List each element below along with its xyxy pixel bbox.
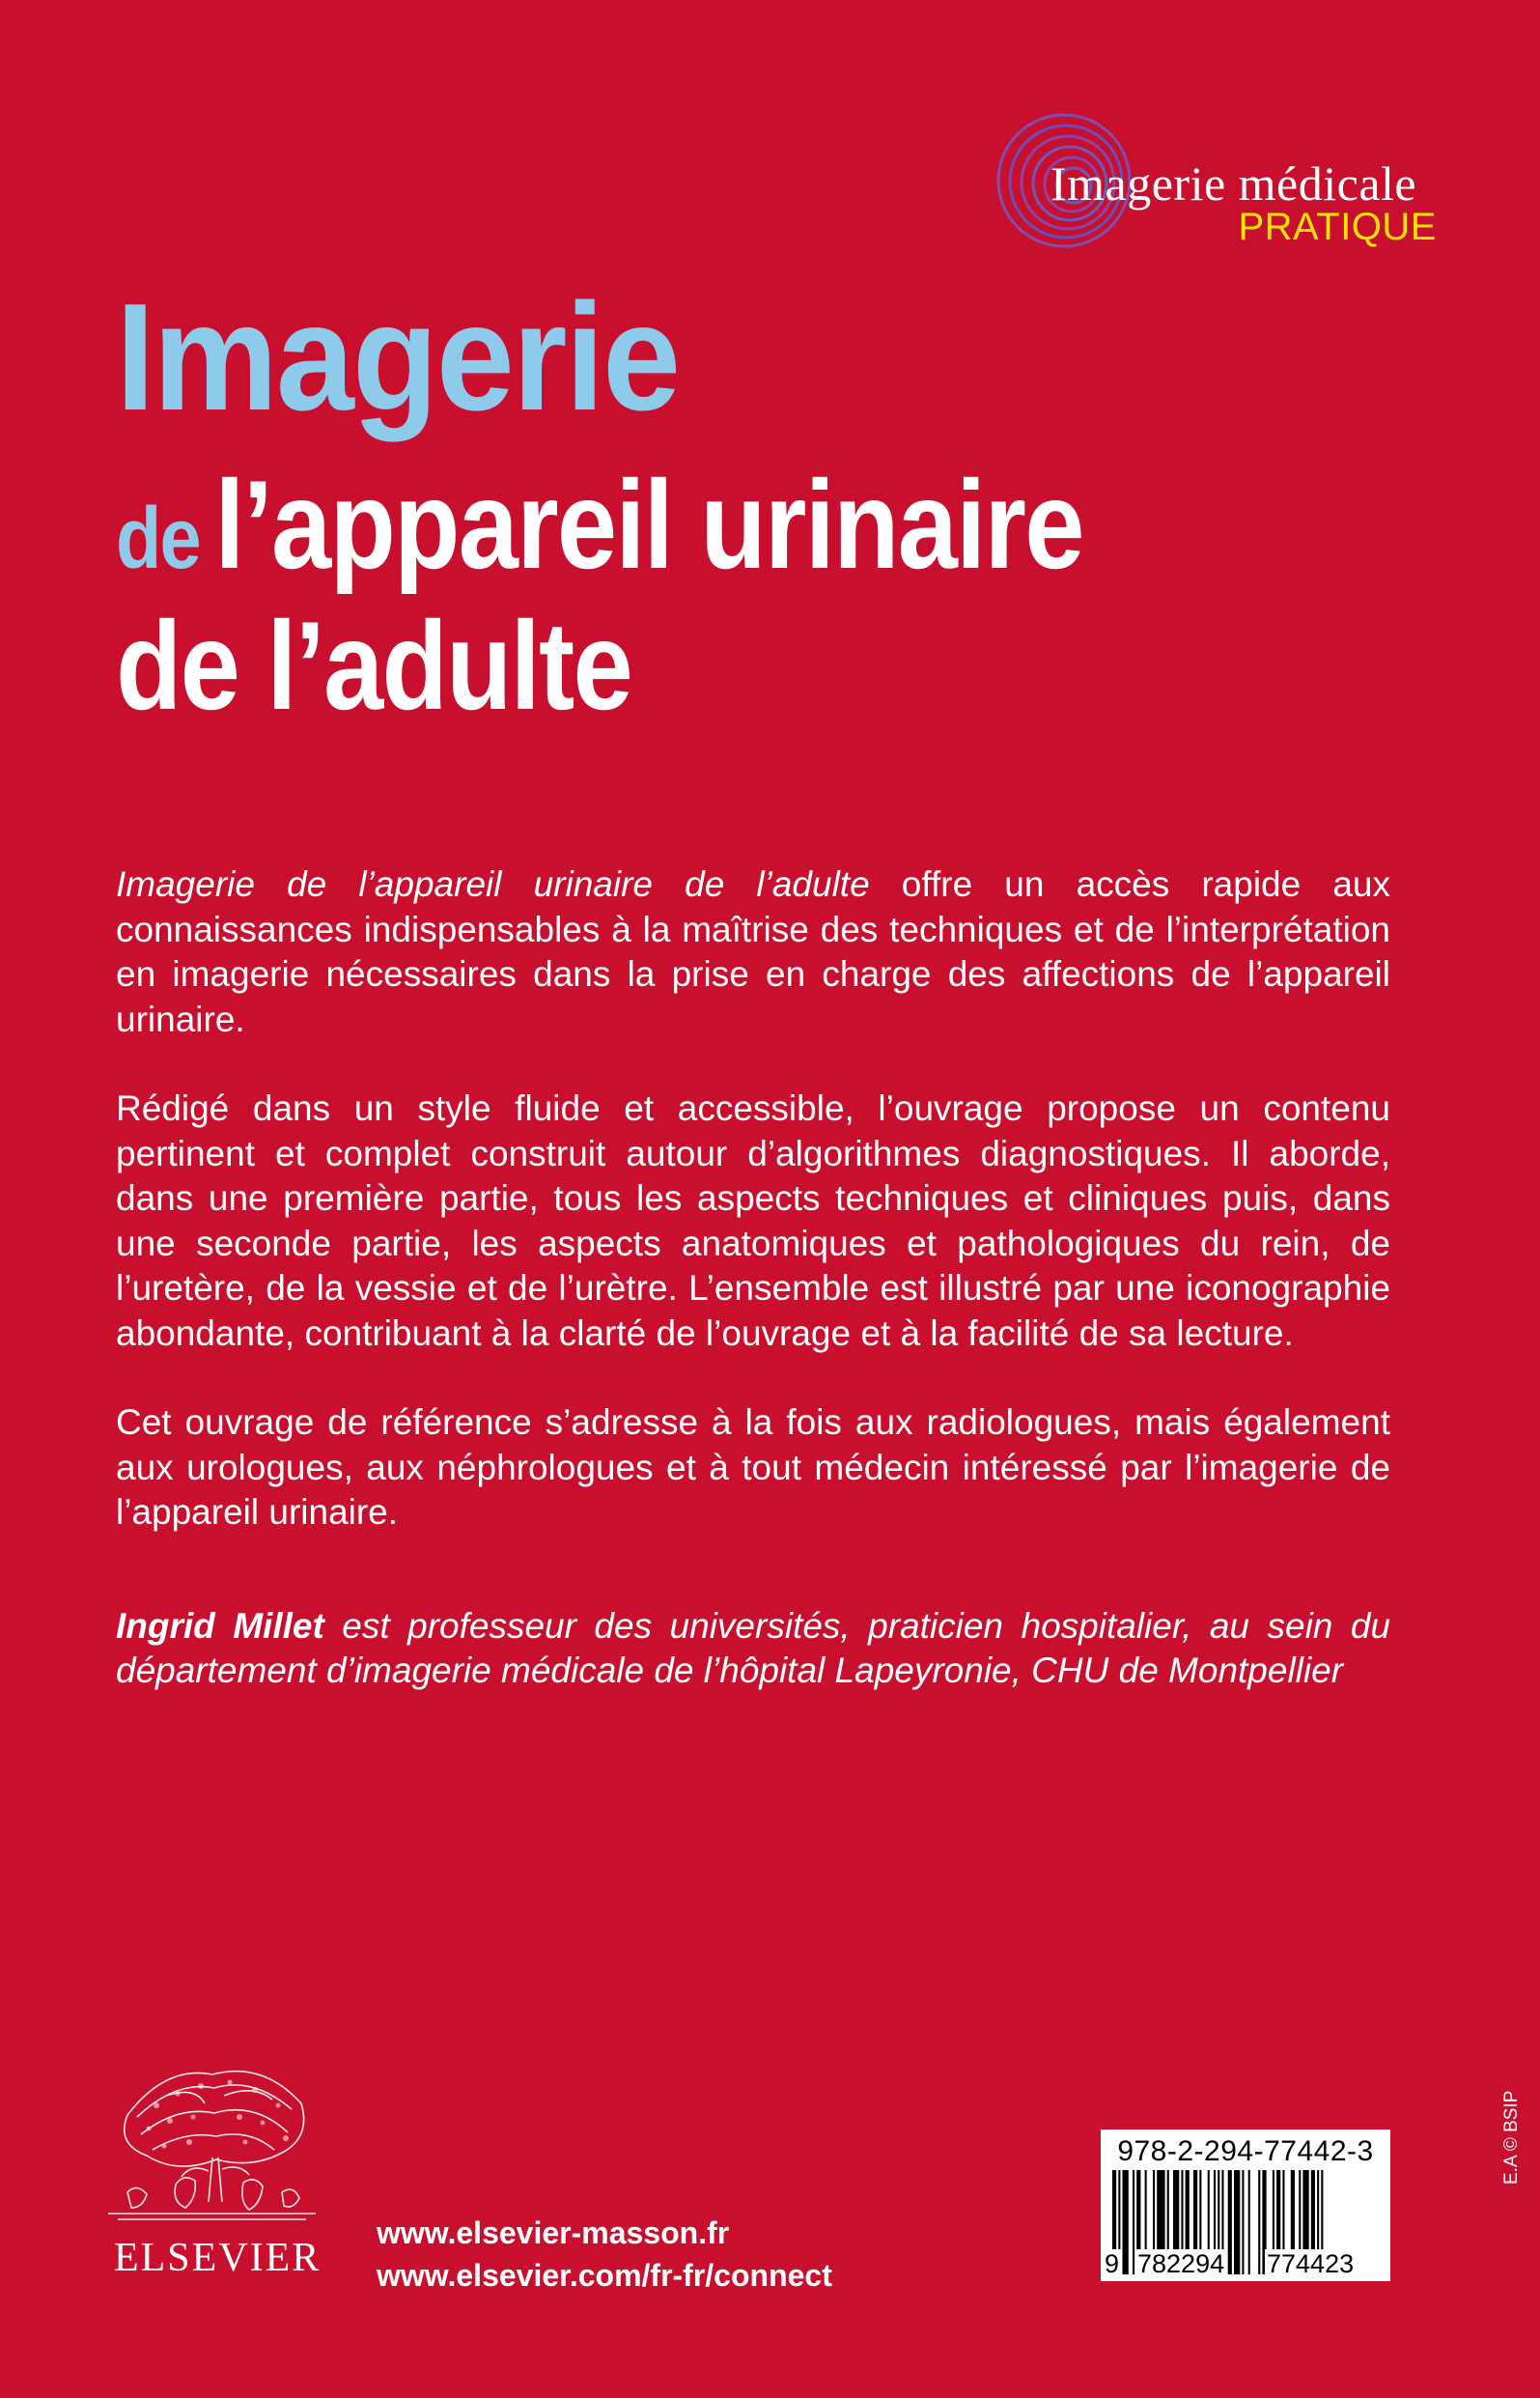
book-description xyxy=(116,862,1390,1738)
description-paragraph-2: Rédigé dans un style fluide et accessible, l’ouvrage propose un contenu pertinent et complet construit autour d’algorithmes diagnostiques. Il aborde, dans une première partie, tous les aspects techniques et cliniques puis, dans une seconde partie, les aspects anatomiques et pathologiques du rein, de l’uretère, de la vessie et de l’urètre. L’ensemble est illustré par une iconographie abondante, contribuant à la clarté de l’ouvrage et à la facilité de sa lecture. xyxy=(116,1088,1390,1353)
publisher-url-2: www.elsevier.com/fr-fr/connect xyxy=(377,2258,832,2293)
book-title-line-3: de l’adulte xyxy=(116,595,631,736)
author-bio-text: est professeur des universités, praticien hospitalier, au sein du département d’imagerie médicale de l’hôpital Lapeyronie, CHU de Montpellier xyxy=(116,1605,1390,1690)
description-paragraph-1-text: offre un accès rapide aux connaissances indispensables à la maîtrise des techniques et de l’interprétation en imagerie nécessaires dans la prise en charge des affections de l’appareil urinaire. xyxy=(116,864,1390,1039)
description-paragraph-1 xyxy=(116,862,1390,1042)
book-title-prefix: de xyxy=(116,491,200,587)
isbn-barcode xyxy=(1101,2130,1390,2281)
elsevier-tree-logo-icon xyxy=(108,2057,316,2226)
book-title-main: l’appareil urinaire xyxy=(214,454,1083,595)
publisher-links xyxy=(377,2212,832,2297)
photo-credit: E.A © BSIP xyxy=(1501,2090,1522,2185)
isbn-number: 978-2-294-77442-3 xyxy=(1117,2135,1374,2167)
series-title: Imagerie médicale xyxy=(1050,156,1417,211)
author-bio xyxy=(116,1604,1390,1694)
publisher-url-1: www.elsevier-masson.fr xyxy=(377,2215,730,2250)
publisher-name: ELSEVIER xyxy=(114,2236,322,2280)
ean-digit-first: 9 xyxy=(1105,2249,1120,2278)
ean-digits xyxy=(1101,2249,1390,2278)
ean-digits-left: 782294 xyxy=(1137,2249,1225,2278)
author-name: Ingrid Millet xyxy=(116,1605,324,1646)
ean-digits-right: 774423 xyxy=(1267,2249,1355,2278)
description-book-title: Imagerie de l’appareil urinaire de l’adulte xyxy=(116,864,870,904)
series-subtitle: PRATIQUE xyxy=(1238,206,1437,248)
description-paragraph-3: Cet ouvrage de référence s’adresse à la fois aux radiologues, mais également aux urologues, aux néphrologues et à tout médecin intéressé par l’imagerie de l’appareil urinaire. xyxy=(116,1402,1390,1532)
book-title-line-2 xyxy=(116,454,1083,604)
series-logo xyxy=(994,111,1439,256)
book-title-line-1: Imagerie xyxy=(116,272,680,442)
